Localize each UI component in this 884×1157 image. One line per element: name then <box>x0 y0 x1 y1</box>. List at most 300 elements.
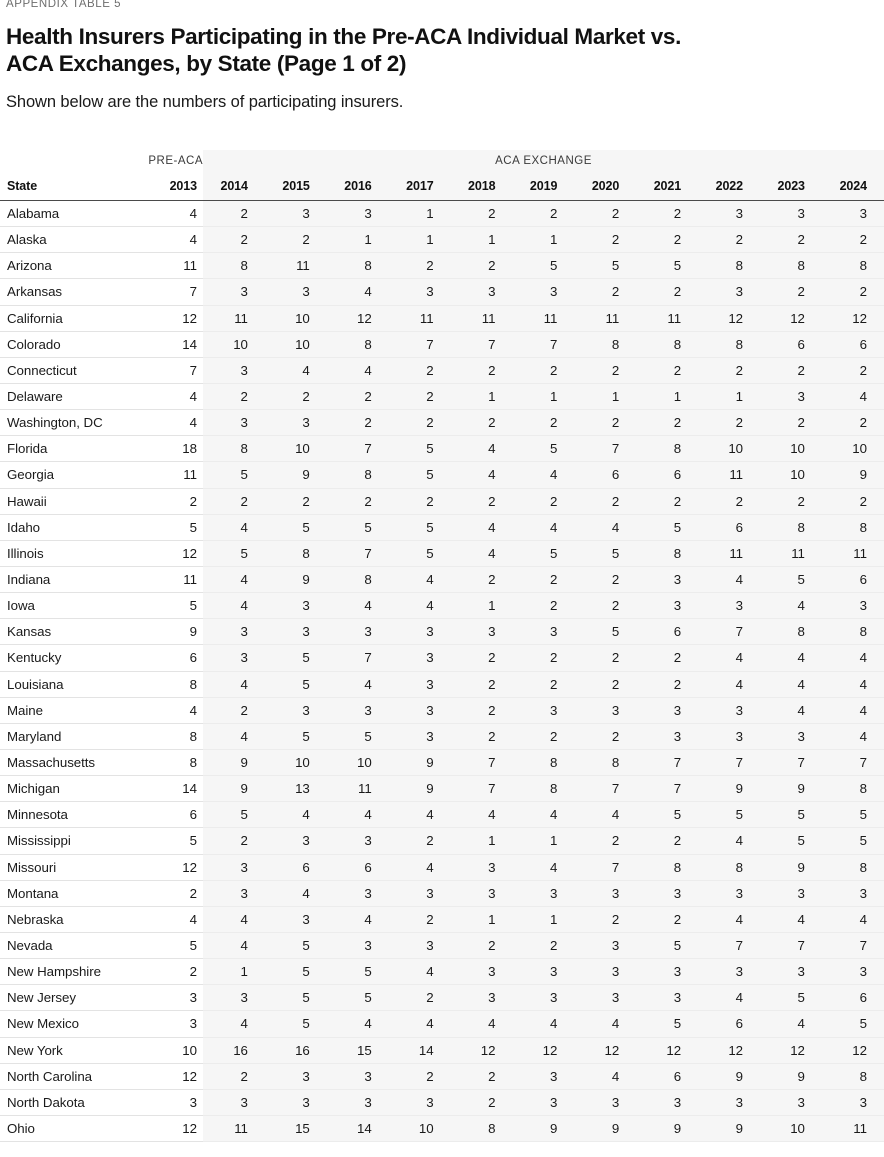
table-cell-2020: 8 <box>574 331 636 357</box>
page-subtitle: Shown below are the numbers of participating insurers. <box>6 93 404 111</box>
table-cell-2016: 5 <box>327 514 389 540</box>
table-cell-2015: 3 <box>265 1089 327 1115</box>
table-cell-2022: 6 <box>698 514 760 540</box>
table-cell-2016: 5 <box>327 959 389 985</box>
column-header-state[interactable]: State <box>0 176 109 200</box>
table-cell-2018: 2 <box>451 566 513 592</box>
table-cell-2021: 3 <box>636 697 698 723</box>
table-row <box>0 593 884 619</box>
table-cell-2018: 4 <box>451 462 513 488</box>
table-cell-2016: 4 <box>327 357 389 383</box>
table-cell-2013: 8 <box>109 671 203 697</box>
table-cell-2020: 8 <box>574 749 636 775</box>
table-cell-2018: 1 <box>451 593 513 619</box>
table-cell-2015: 13 <box>265 776 327 802</box>
table-cell-2016: 4 <box>327 671 389 697</box>
table-cell-2022: 4 <box>698 566 760 592</box>
table-cell-2018: 3 <box>451 959 513 985</box>
table-row <box>0 566 884 592</box>
table-cell-2014: 3 <box>203 410 265 436</box>
table-cell-2021: 5 <box>636 802 698 828</box>
table-cell-2014: 8 <box>203 436 265 462</box>
insurers-table <box>0 150 884 1142</box>
table-cell-2016: 15 <box>327 1037 389 1063</box>
table-cell-2020: 2 <box>574 357 636 383</box>
table-cell-2017: 7 <box>389 331 451 357</box>
table-cell-2015: 5 <box>265 645 327 671</box>
table-cell-2013: 12 <box>109 1063 203 1089</box>
table-cell-2019: 5 <box>512 253 574 279</box>
table-cell-2015: 4 <box>265 357 327 383</box>
table-cell-2018: 2 <box>451 488 513 514</box>
table-cell-2013: 7 <box>109 279 203 305</box>
table-cell-2021: 3 <box>636 880 698 906</box>
table-cell-2022: 2 <box>698 488 760 514</box>
table-cell-2013: 12 <box>109 854 203 880</box>
column-header-2013[interactable]: 2013 <box>109 176 203 200</box>
table-cell-2020: 7 <box>574 436 636 462</box>
table-cell-2023: 2 <box>760 488 822 514</box>
table-cell-2021: 3 <box>636 723 698 749</box>
table-cell-2015: 2 <box>265 227 327 253</box>
table-cell-2015: 2 <box>265 488 327 514</box>
table-cell-2015: 2 <box>265 383 327 409</box>
table-cell-2022: 3 <box>698 1089 760 1115</box>
table-cell-2022: 7 <box>698 932 760 958</box>
table-cell-2020: 12 <box>574 1037 636 1063</box>
table-cell-2014: 10 <box>203 331 265 357</box>
table-cell-state: Ohio <box>0 1115 109 1141</box>
table-cell-state: Maine <box>0 697 109 723</box>
column-header-2019[interactable]: 2019 <box>512 176 574 200</box>
table-cell-2024: 3 <box>822 880 884 906</box>
table-cell-2017: 2 <box>389 383 451 409</box>
table-row <box>0 201 884 227</box>
table-cell-state: Alabama <box>0 201 109 227</box>
table-cell-2022: 11 <box>698 540 760 566</box>
table-cell-2013: 6 <box>109 645 203 671</box>
table-cell-2023: 10 <box>760 462 822 488</box>
table-cell-2021: 2 <box>636 906 698 932</box>
table-cell-2019: 11 <box>512 305 574 331</box>
table-cell-2015: 10 <box>265 331 327 357</box>
table-cell-state: Minnesota <box>0 802 109 828</box>
table-cell-2017: 4 <box>389 959 451 985</box>
table-cell-state: Missouri <box>0 854 109 880</box>
table-cell-2016: 3 <box>327 697 389 723</box>
table-cell-2022: 7 <box>698 749 760 775</box>
table-cell-2018: 8 <box>451 1115 513 1141</box>
table-cell-2018: 1 <box>451 828 513 854</box>
table-cell-state: New York <box>0 1037 109 1063</box>
table-cell-2023: 3 <box>760 959 822 985</box>
table-cell-2024: 5 <box>822 828 884 854</box>
table-cell-2015: 3 <box>265 619 327 645</box>
table-cell-2021: 8 <box>636 540 698 566</box>
table-cell-2017: 2 <box>389 828 451 854</box>
table-cell-2019: 8 <box>512 749 574 775</box>
table-cell-2013: 11 <box>109 253 203 279</box>
table-cell-2024: 12 <box>822 305 884 331</box>
table-cell-2013: 2 <box>109 488 203 514</box>
table-cell-2019: 12 <box>512 1037 574 1063</box>
table-cell-2017: 3 <box>389 1089 451 1115</box>
table-cell-2015: 4 <box>265 880 327 906</box>
table-cell-2021: 5 <box>636 932 698 958</box>
table-cell-2014: 3 <box>203 1089 265 1115</box>
table-cell-2014: 16 <box>203 1037 265 1063</box>
table-cell-2024: 3 <box>822 201 884 227</box>
table-cell-state: Florida <box>0 436 109 462</box>
table-cell-2021: 5 <box>636 514 698 540</box>
appendix-table-eyebrow: APPENDIX TABLE 5 <box>6 0 122 10</box>
table-cell-2015: 8 <box>265 540 327 566</box>
column-header-2017[interactable]: 2017 <box>389 176 451 200</box>
table-cell-state: Montana <box>0 880 109 906</box>
table-cell-2022: 9 <box>698 1115 760 1141</box>
table-cell-state: New Mexico <box>0 1011 109 1037</box>
table-cell-2022: 10 <box>698 436 760 462</box>
table-cell-2014: 1 <box>203 959 265 985</box>
table-cell-2016: 4 <box>327 593 389 619</box>
table-cell-2019: 9 <box>512 1115 574 1141</box>
table-cell-2013: 2 <box>109 959 203 985</box>
table-cell-2024: 3 <box>822 959 884 985</box>
table-cell-2014: 4 <box>203 593 265 619</box>
table-cell-2016: 2 <box>327 383 389 409</box>
table-cell-2024: 5 <box>822 1011 884 1037</box>
table-cell-2016: 12 <box>327 305 389 331</box>
table-cell-2024: 3 <box>822 593 884 619</box>
table-cell-2014: 3 <box>203 357 265 383</box>
table-cell-2017: 3 <box>389 279 451 305</box>
table-cell-2018: 2 <box>451 1063 513 1089</box>
table-cell-2018: 4 <box>451 802 513 828</box>
table-cell-2014: 2 <box>203 201 265 227</box>
table-cell-2023: 7 <box>760 932 822 958</box>
table-cell-2018: 2 <box>451 645 513 671</box>
table-cell-2016: 7 <box>327 540 389 566</box>
table-cell-2022: 11 <box>698 462 760 488</box>
table-row <box>0 410 884 436</box>
table-cell-2014: 3 <box>203 880 265 906</box>
table-cell-2014: 8 <box>203 253 265 279</box>
table-row <box>0 514 884 540</box>
table-cell-2024: 10 <box>822 436 884 462</box>
table-row <box>0 854 884 880</box>
table-cell-2023: 8 <box>760 514 822 540</box>
column-header-2024[interactable]: 2024 <box>822 176 884 200</box>
table-cell-state: Nebraska <box>0 906 109 932</box>
table-cell-2024: 6 <box>822 566 884 592</box>
table-cell-2022: 12 <box>698 1037 760 1063</box>
table-cell-state: North Carolina <box>0 1063 109 1089</box>
table-row <box>0 906 884 932</box>
table-cell-2019: 2 <box>512 410 574 436</box>
table-cell-state: Nevada <box>0 932 109 958</box>
table-row <box>0 1063 884 1089</box>
table-cell-2023: 12 <box>760 305 822 331</box>
table-cell-2015: 10 <box>265 305 327 331</box>
table-cell-2022: 12 <box>698 305 760 331</box>
table-cell-2024: 8 <box>822 514 884 540</box>
table-cell-2018: 2 <box>451 201 513 227</box>
table-cell-2019: 4 <box>512 1011 574 1037</box>
table-cell-2018: 3 <box>451 880 513 906</box>
table-cell-2015: 4 <box>265 802 327 828</box>
table-cell-2021: 2 <box>636 645 698 671</box>
table-cell-2023: 2 <box>760 357 822 383</box>
table-cell-state: Idaho <box>0 514 109 540</box>
table-cell-2020: 7 <box>574 776 636 802</box>
column-header-2023[interactable]: 2023 <box>760 176 822 200</box>
table-cell-state: Massachusetts <box>0 749 109 775</box>
table-cell-2020: 1 <box>574 383 636 409</box>
table-cell-2022: 4 <box>698 828 760 854</box>
table-cell-2016: 8 <box>327 253 389 279</box>
table-row <box>0 279 884 305</box>
table-cell-2013: 9 <box>109 619 203 645</box>
table-cell-2023: 4 <box>760 593 822 619</box>
table-cell-2013: 5 <box>109 514 203 540</box>
table-cell-state: Michigan <box>0 776 109 802</box>
table-cell-2013: 2 <box>109 880 203 906</box>
table-cell-2014: 2 <box>203 828 265 854</box>
table-cell-2013: 7 <box>109 357 203 383</box>
table-cell-2020: 5 <box>574 619 636 645</box>
table-cell-2017: 14 <box>389 1037 451 1063</box>
table-cell-2020: 7 <box>574 854 636 880</box>
table-cell-2024: 3 <box>822 1089 884 1115</box>
table-cell-2015: 3 <box>265 593 327 619</box>
table-cell-2017: 4 <box>389 566 451 592</box>
table-cell-2021: 3 <box>636 593 698 619</box>
table-cell-state: New Jersey <box>0 985 109 1011</box>
table-head <box>0 150 884 201</box>
table-cell-2019: 1 <box>512 227 574 253</box>
table-cell-2015: 3 <box>265 410 327 436</box>
table-cell-2021: 7 <box>636 749 698 775</box>
table-cell-2024: 4 <box>822 697 884 723</box>
table-row <box>0 776 884 802</box>
table-cell-2023: 8 <box>760 619 822 645</box>
table-cell-2017: 3 <box>389 645 451 671</box>
table-cell-2022: 3 <box>698 880 760 906</box>
table-cell-2017: 2 <box>389 253 451 279</box>
table-row <box>0 932 884 958</box>
table-cell-2015: 3 <box>265 279 327 305</box>
table-cell-2023: 9 <box>760 1063 822 1089</box>
table-cell-2019: 3 <box>512 880 574 906</box>
table-cell-2024: 7 <box>822 932 884 958</box>
table-cell-2014: 4 <box>203 1011 265 1037</box>
table-cell-2024: 11 <box>822 540 884 566</box>
table-cell-2018: 7 <box>451 749 513 775</box>
table-cell-2017: 2 <box>389 985 451 1011</box>
table-row <box>0 305 884 331</box>
table-cell-2019: 3 <box>512 985 574 1011</box>
table-row <box>0 1011 884 1037</box>
table-cell-2023: 10 <box>760 1115 822 1141</box>
table-cell-2022: 7 <box>698 619 760 645</box>
table-cell-2019: 4 <box>512 802 574 828</box>
table-cell-2015: 5 <box>265 671 327 697</box>
table-cell-2024: 8 <box>822 619 884 645</box>
table-cell-2014: 3 <box>203 854 265 880</box>
table-cell-2013: 11 <box>109 566 203 592</box>
table-cell-state: Hawaii <box>0 488 109 514</box>
table-cell-2019: 3 <box>512 697 574 723</box>
table-cell-2021: 2 <box>636 357 698 383</box>
column-header-2018[interactable]: 2018 <box>451 176 513 200</box>
table-cell-2023: 3 <box>760 880 822 906</box>
table-cell-2023: 2 <box>760 279 822 305</box>
table-cell-2019: 1 <box>512 828 574 854</box>
table-cell-2019: 5 <box>512 436 574 462</box>
table-cell-2018: 2 <box>451 1089 513 1115</box>
table-cell-2024: 7 <box>822 749 884 775</box>
table-cell-2014: 5 <box>203 540 265 566</box>
table-cell-2020: 2 <box>574 410 636 436</box>
table-row <box>0 749 884 775</box>
table-cell-2019: 2 <box>512 723 574 749</box>
table-cell-2023: 12 <box>760 1037 822 1063</box>
table-cell-2014: 3 <box>203 279 265 305</box>
page-title-line-1: Health Insurers Participating in the Pre-ACA Individual Market vs. <box>6 24 681 49</box>
table-cell-2016: 3 <box>327 932 389 958</box>
table-cell-2019: 2 <box>512 593 574 619</box>
group-header-pre-aca: PRE-ACA <box>109 150 203 176</box>
table-cell-2016: 8 <box>327 462 389 488</box>
table-cell-2022: 2 <box>698 410 760 436</box>
table-cell-2020: 2 <box>574 488 636 514</box>
insurers-table-container <box>0 150 884 1142</box>
table-cell-2021: 2 <box>636 410 698 436</box>
table-cell-2013: 8 <box>109 749 203 775</box>
table-row <box>0 880 884 906</box>
table-cell-2017: 3 <box>389 932 451 958</box>
table-cell-2022: 3 <box>698 959 760 985</box>
table-cell-2015: 5 <box>265 985 327 1011</box>
table-cell-2014: 4 <box>203 932 265 958</box>
table-cell-2024: 4 <box>822 671 884 697</box>
column-header-2022[interactable]: 2022 <box>698 176 760 200</box>
table-cell-2013: 14 <box>109 331 203 357</box>
table-cell-2024: 4 <box>822 906 884 932</box>
table-cell-2015: 9 <box>265 566 327 592</box>
table-cell-2020: 3 <box>574 697 636 723</box>
table-row <box>0 331 884 357</box>
table-cell-2015: 9 <box>265 462 327 488</box>
table-cell-2023: 2 <box>760 410 822 436</box>
table-cell-2020: 2 <box>574 645 636 671</box>
table-cell-2016: 3 <box>327 880 389 906</box>
table-row <box>0 985 884 1011</box>
table-cell-2017: 10 <box>389 1115 451 1141</box>
table-cell-2024: 2 <box>822 357 884 383</box>
column-header-2016[interactable]: 2016 <box>327 176 389 200</box>
column-header-2020[interactable]: 2020 <box>574 176 636 200</box>
table-cell-2017: 5 <box>389 540 451 566</box>
table-cell-2014: 4 <box>203 566 265 592</box>
table-cell-2015: 11 <box>265 253 327 279</box>
column-header-2014[interactable]: 2014 <box>203 176 265 200</box>
table-cell-2018: 4 <box>451 1011 513 1037</box>
table-cell-2014: 11 <box>203 1115 265 1141</box>
table-cell-state: Maryland <box>0 723 109 749</box>
table-cell-2016: 4 <box>327 279 389 305</box>
table-cell-2016: 4 <box>327 906 389 932</box>
table-cell-2016: 8 <box>327 331 389 357</box>
table-cell-2016: 3 <box>327 1089 389 1115</box>
table-cell-2019: 1 <box>512 906 574 932</box>
table-cell-2022: 2 <box>698 227 760 253</box>
table-cell-2019: 2 <box>512 201 574 227</box>
table-cell-2021: 3 <box>636 566 698 592</box>
column-header-2021[interactable]: 2021 <box>636 176 698 200</box>
table-body <box>0 201 884 1142</box>
table-cell-2019: 3 <box>512 1089 574 1115</box>
table-cell-2015: 16 <box>265 1037 327 1063</box>
table-cell-2013: 12 <box>109 1115 203 1141</box>
table-cell-2015: 10 <box>265 749 327 775</box>
table-cell-2017: 5 <box>389 462 451 488</box>
table-cell-2014: 9 <box>203 749 265 775</box>
table-cell-2023: 11 <box>760 540 822 566</box>
table-cell-2024: 8 <box>822 1063 884 1089</box>
table-cell-2013: 18 <box>109 436 203 462</box>
table-cell-2019: 2 <box>512 357 574 383</box>
table-cell-2017: 9 <box>389 776 451 802</box>
table-cell-state: Arizona <box>0 253 109 279</box>
table-cell-state: Delaware <box>0 383 109 409</box>
table-cell-2022: 5 <box>698 802 760 828</box>
table-row <box>0 697 884 723</box>
table-cell-2016: 8 <box>327 566 389 592</box>
table-cell-2021: 2 <box>636 828 698 854</box>
table-cell-state: Georgia <box>0 462 109 488</box>
table-cell-2020: 3 <box>574 985 636 1011</box>
table-cell-2013: 3 <box>109 1089 203 1115</box>
table-cell-2016: 4 <box>327 802 389 828</box>
table-cell-2017: 2 <box>389 1063 451 1089</box>
table-cell-2024: 6 <box>822 985 884 1011</box>
table-cell-2014: 2 <box>203 383 265 409</box>
table-cell-2018: 4 <box>451 514 513 540</box>
table-column-header-row <box>0 176 884 200</box>
table-cell-2023: 4 <box>760 1011 822 1037</box>
table-cell-2020: 3 <box>574 959 636 985</box>
column-header-2015[interactable]: 2015 <box>265 176 327 200</box>
table-cell-2020: 3 <box>574 932 636 958</box>
table-cell-2021: 3 <box>636 1089 698 1115</box>
table-cell-state: Indiana <box>0 566 109 592</box>
table-cell-2013: 5 <box>109 932 203 958</box>
table-cell-2017: 3 <box>389 671 451 697</box>
table-cell-2023: 7 <box>760 749 822 775</box>
table-cell-state: Kentucky <box>0 645 109 671</box>
table-cell-2018: 2 <box>451 253 513 279</box>
table-cell-2023: 4 <box>760 671 822 697</box>
table-cell-2018: 1 <box>451 227 513 253</box>
table-cell-2016: 10 <box>327 749 389 775</box>
table-cell-2020: 4 <box>574 1063 636 1089</box>
table-cell-2019: 7 <box>512 331 574 357</box>
table-cell-2016: 5 <box>327 723 389 749</box>
table-cell-2014: 5 <box>203 462 265 488</box>
table-cell-2015: 3 <box>265 1063 327 1089</box>
table-cell-2018: 3 <box>451 619 513 645</box>
